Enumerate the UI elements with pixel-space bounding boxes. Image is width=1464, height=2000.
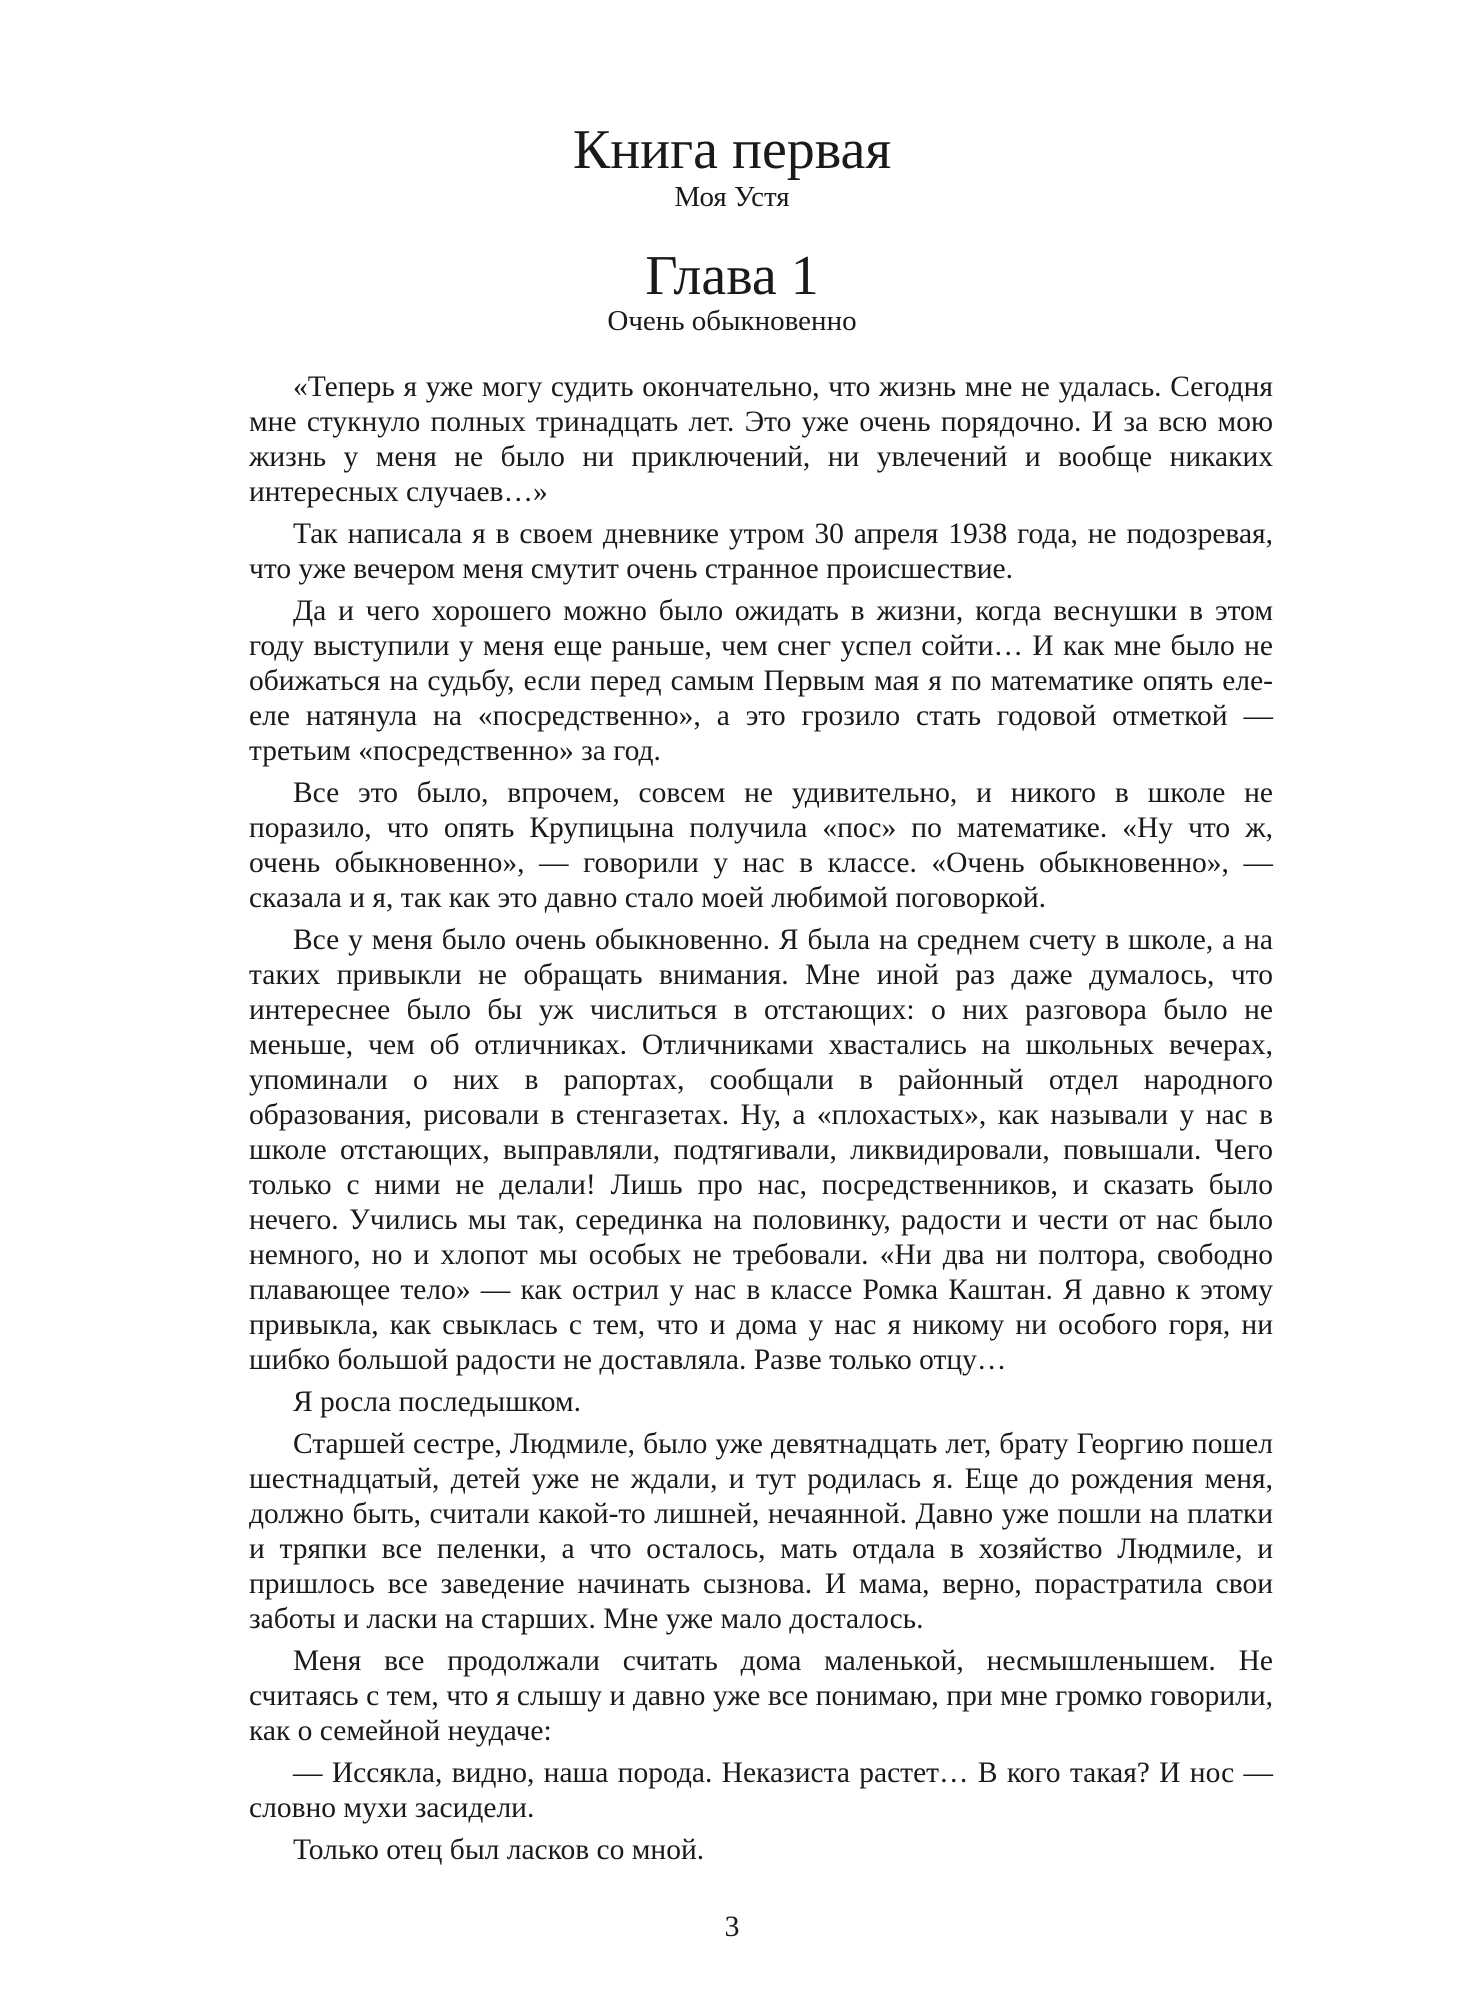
paragraph-4: Все это было, впрочем, совсем не удивительно, и никого в школе не поразило, что опять Крупицына получила «пос» по математике. «Ну что ж, очень обыкновенно», — говорили у нас в классе. «Очень обыкновенно», — сказала и я, так как это давно стало моей любимой поговоркой. (249, 777, 1273, 914)
paragraph-7: Старшей сестре, Людмиле, было уже девятнадцать лет, брату Георгию пошел шестнадцатый, детей уже не ждали, и тут родилась я. Еще до рождения меня, должно быть, считали какой-то лишней, нечаянной. Давно уже пошли на платки и тряпки все пеленки, а что осталось, мать отдала в хозяйство Людмиле, и пришлось все заведение начинать сызнова. И мама, верно, порастратила свои заботы и ласки на старших. Мне уже мало досталось. (249, 1428, 1273, 1635)
paragraph-6: Я росла последышком. (293, 1386, 581, 1418)
paragraph-1: «Теперь я уже могу судить окончательно, что жизнь мне не удалась. Сегодня мне стукнуло полных тринадцать лет. Это уже очень порядочно. И за всю мою жизнь у меня не было ни приключений, ни увлечений и вообще никаких интересных случаев…» (249, 371, 1273, 508)
paragraph-3: Да и чего хорошего можно было ожидать в жизни, когда веснушки в этом году выступили у меня еще раньше, чем снег успел сойти… И как мне было не обижаться на судьбу, если перед самым Первым мая я по математике опять еле-еле натянула на «посредственно», а это грозило стать годовой отметкой — третьим «посредственно» за год. (249, 595, 1273, 767)
paragraph-10: Только отец был ласков со мной. (293, 1834, 705, 1866)
book-title: Книга первая (572, 119, 892, 181)
chapter-text (249, 370, 1273, 1875)
paragraph-2: Так написала я в своем дневнике утром 30 апреля 1938 года, не подозревая, что уже вечером меня смутит очень странное происшествие. (249, 518, 1273, 585)
paragraph-8: Меня все продолжали считать дома маленькой, несмышленышем. Не считаясь с тем, что я слышу и давно уже все понимаю, при мне громко говорили, как о семейной неудаче: (249, 1645, 1273, 1747)
paragraph-9: — Иссякла, видно, наша порода. Неказиста растет… В кого такая? И нос — словно мухи засидели. (249, 1757, 1273, 1824)
book-subtitle: Моя Устя (674, 181, 790, 213)
paragraph-5: Все у меня было очень обыкновенно. Я была на среднем счету в школе, а на таких привыкли не обращать внимания. Мне иной раз даже думалось, что интереснее было бы уж числиться в отстающих: о них разговора было не меньше, чем об отличниках. Отличниками хвастались на школьных вечерах, упоминали о них в рапортах, сообщали в районный отдел народного образования, рисовали в стенгазетах. Ну, а «плохастых», как называли у нас в школе отстающих, выправляли, подтягивали, ликвидировали, повышали. Чего только с ними не делали! Лишь про нас, посредственников, и сказать было нечего. Учились мы так, серединка на половинку, радости и чести от нас было немного, но и хлопот мы особых не требовали. «Ни два ни полтора, свободно плавающее тело» — как острил у нас в классе Ромка Каштан. Я давно к этому привыкла, как свыклась с тем, что и дома у нас я никому ни особого горя, ни шибко большой радости не доставляла. Разве только отцу… (249, 924, 1273, 1376)
page-number: 3 (724, 1910, 740, 1943)
chapter-subtitle: Очень обыкновенно (607, 305, 857, 337)
chapter-title: Глава 1 (645, 245, 819, 307)
